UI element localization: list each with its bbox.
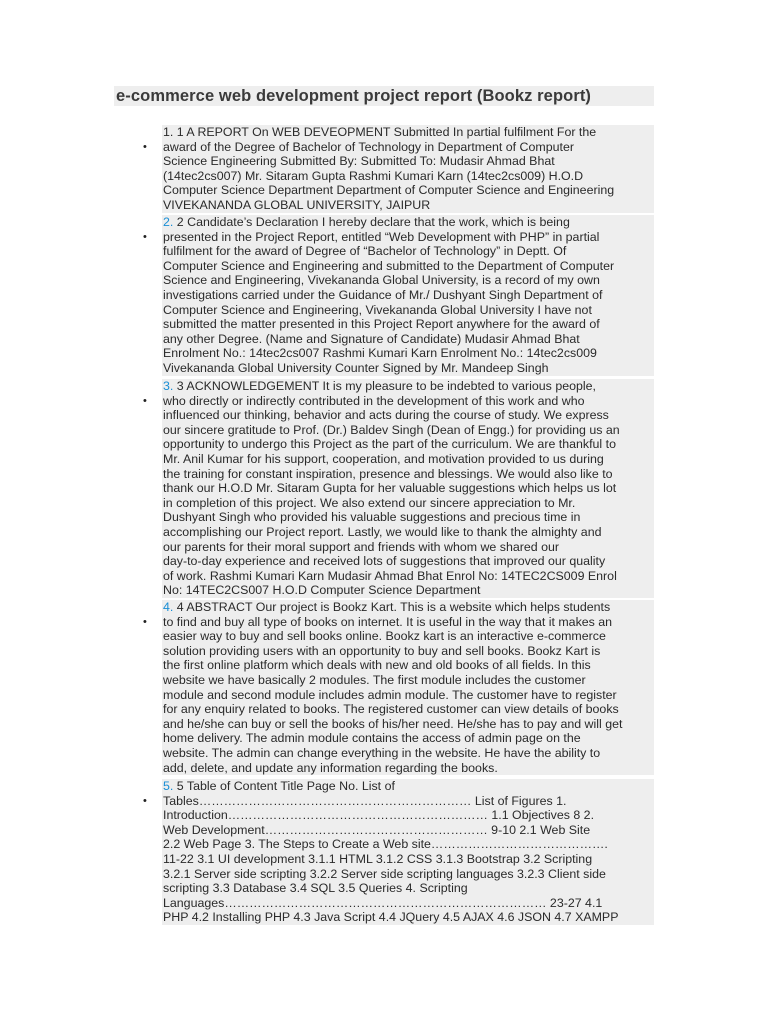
text-line bbox=[162, 761, 654, 776]
text-line bbox=[162, 394, 654, 409]
text-line bbox=[162, 125, 654, 140]
text-line bbox=[162, 731, 654, 746]
text-line bbox=[162, 837, 654, 852]
line-text: 3.2.1 Server side scripting 3.2.2 Server side scripting languages 3.2.3 Client side bbox=[163, 866, 606, 881]
text-line bbox=[162, 615, 654, 630]
text-line bbox=[162, 481, 654, 496]
text-line bbox=[162, 717, 654, 732]
line-text: influenced our thinking, behavior and acts during the course of study. We express bbox=[163, 408, 609, 423]
item-text bbox=[162, 215, 654, 376]
bullet-marker: • bbox=[143, 615, 147, 628]
text-line bbox=[162, 600, 654, 615]
text-line bbox=[162, 673, 654, 688]
line-text: 3 ACKNOWLEDGEMENT It is my pleasure to be indebted to various people, bbox=[173, 379, 596, 393]
line-text: Science Engineering Submitted By: Submitted To: Mudasir Ahmad Bhat bbox=[163, 154, 555, 169]
text-line bbox=[162, 896, 654, 911]
text-line bbox=[162, 288, 654, 303]
text-line bbox=[162, 273, 654, 288]
bullet-marker: • bbox=[143, 794, 147, 807]
text-line bbox=[162, 779, 654, 794]
item-number: 4. bbox=[163, 600, 174, 614]
text-line bbox=[162, 867, 654, 882]
line-text: website. The admin can change everything in the website. He have the ability to bbox=[163, 745, 601, 760]
text-line bbox=[162, 702, 654, 717]
line-text: submitted the matter presented in this Project Report anywhere for the award of bbox=[163, 317, 600, 332]
line-text: 1. 1 A REPORT On WEB DEVEOPMENT Submitted In partial fulfilment For the bbox=[163, 125, 597, 139]
line-text: Computer Science Department Department of Computer Science and Engineering bbox=[163, 183, 615, 198]
text-line bbox=[162, 423, 654, 438]
text-line bbox=[162, 467, 654, 482]
line-text: of work. Rashmi Kumari Karn Mudasir Ahmad Bhat Enrol No: 14TEC2CS009 Enrol bbox=[163, 568, 617, 583]
line-text: who directly or indirectly contributed in the development of this work and who bbox=[163, 393, 585, 408]
text-line bbox=[162, 346, 654, 361]
line-text: 2 Candidate’s Declaration I hereby declare that the work, which is being bbox=[173, 215, 570, 229]
line-text: thank our H.O.D Mr. Sitaram Gupta for her valuable suggestions which helps us lot bbox=[163, 481, 617, 496]
text-line bbox=[162, 794, 654, 809]
line-text: Tables………………………………………………………… List of Figures 1. bbox=[163, 793, 567, 808]
line-text: Computer Science and Engineering, Vivekananda Global University I have not bbox=[163, 302, 592, 317]
text-line bbox=[162, 244, 654, 259]
line-text: opportunity to undergo this Project as the part of the curriculum. We are thankful to bbox=[163, 437, 616, 452]
line-text: Science and Engineering, Vivekananda Global University, is a record of my own bbox=[163, 273, 600, 288]
text-line bbox=[162, 379, 654, 394]
line-text: Introduction……………………………………………………… 1.1 Objectives 8 2. bbox=[163, 808, 595, 823]
text-line bbox=[162, 583, 654, 598]
text-line bbox=[162, 332, 654, 347]
text-line bbox=[162, 198, 654, 213]
item-number: 2. bbox=[163, 215, 174, 229]
text-line bbox=[162, 852, 654, 867]
text-line bbox=[162, 408, 654, 423]
line-text: scripting 3.3 Database 3.4 SQL 3.5 Queries 4. Scripting bbox=[163, 881, 468, 896]
text-line bbox=[162, 554, 654, 569]
line-text: 2.2 Web Page 3. The Steps to Create a Web site……………………………………. bbox=[163, 837, 608, 852]
line-text: the training for constant inspiration, presence and blessings. We would also like to bbox=[163, 466, 613, 481]
text-line bbox=[162, 496, 654, 511]
line-text: module and second module includes admin module. The customer have to register bbox=[163, 687, 617, 702]
line-text: PHP 4.2 Installing PHP 4.3 Java Script 4.4 JQuery 4.5 AJAX 4.6 JSON 4.7 XAMPP bbox=[163, 910, 619, 925]
line-text: the first online platform which deals with new and old books of all fields. In this bbox=[163, 658, 591, 673]
line-text: to find and buy all type of books on internet. It is useful in the way that it makes an bbox=[163, 614, 613, 629]
item-number: 5. bbox=[163, 779, 174, 793]
line-text: 11-22 3.1 UI development 3.1.1 HTML 3.1.2 CSS 3.1.3 Bootstrap 3.2 Scripting bbox=[163, 851, 593, 866]
line-text: (14tec2cs007) Mr. Sitaram Gupta Rashmi Kumari Karn (14tec2cs009) H.O.D bbox=[163, 168, 584, 183]
line-text: Mr. Anil Kumar for his support, cooperation, and motivation provided to us during bbox=[163, 451, 604, 466]
text-line bbox=[162, 169, 654, 184]
line-text: Enrolment No.: 14tec2cs007 Rashmi Kumari Karn Enrolment No.: 14tec2cs009 bbox=[163, 346, 597, 361]
text-line bbox=[162, 215, 654, 230]
text-line bbox=[162, 910, 654, 925]
line-text: Computer Science and Engineering and submitted to the Department of Computer bbox=[163, 258, 615, 273]
bullet-marker: • bbox=[143, 230, 147, 243]
line-text: 4 ABSTRACT Our project is Bookz Kart. This is a website which helps students bbox=[173, 600, 611, 614]
text-line bbox=[162, 230, 654, 245]
text-line bbox=[162, 259, 654, 274]
item-text bbox=[162, 779, 654, 925]
bullet-marker: • bbox=[143, 394, 147, 407]
line-text: Vivekananda Global University Counter Signed by Mr. Mandeep Singh bbox=[163, 360, 549, 375]
line-text: any other Degree. (Name and Signature of Candidate) Mudasir Ahmad Bhat bbox=[163, 331, 580, 346]
line-text: our sincere gratitude to Prof. (Dr.) Baldev Singh (Dean of Engg.) for providing us an bbox=[163, 422, 620, 437]
line-text: for any enquiry related to books. The registered customer can view details of books bbox=[163, 702, 619, 717]
line-text: solution providing users with an opportunity to buy and sell books. Bookz Kart is bbox=[163, 643, 601, 658]
text-line bbox=[162, 658, 654, 673]
line-text: VIVEKANANDA GLOBAL UNIVERSITY, JAIPUR bbox=[163, 197, 431, 212]
line-text: Dushyant Singh who provided his valuable suggestions and precious time in bbox=[163, 510, 581, 525]
line-text: fulfilment for the award of Degree of “Bachelor of Technology” in Deptt. Of bbox=[163, 244, 567, 259]
item-number: 3. bbox=[163, 379, 174, 393]
line-text: our parents for their moral support and friends with whom we shared our bbox=[163, 539, 560, 554]
text-line bbox=[162, 808, 654, 823]
text-line bbox=[162, 303, 654, 318]
text-line bbox=[162, 746, 654, 761]
line-text: easier way to buy and sell books online. Bookz kart is an interactive e-commerce bbox=[163, 629, 606, 644]
text-line bbox=[162, 823, 654, 838]
page-title: e-commerce web development project report (Bookz report) bbox=[114, 86, 654, 106]
text-line bbox=[162, 540, 654, 555]
line-text: investigations carried under the Guidance of Mr./ Dushyant Singh Department of bbox=[163, 287, 603, 302]
line-text: website we have basically 2 modules. The first module includes the customer bbox=[163, 672, 586, 687]
text-line bbox=[162, 154, 654, 169]
line-text: Languages…………………………………………………………………… 23-27 4.1 bbox=[163, 895, 603, 910]
text-line bbox=[162, 317, 654, 332]
text-line bbox=[162, 525, 654, 540]
line-text: No: 14TEC2CS007 H.O.D Computer Science Department bbox=[163, 583, 481, 598]
text-line bbox=[162, 183, 654, 198]
text-line bbox=[162, 361, 654, 376]
item-text bbox=[162, 379, 654, 598]
text-line bbox=[162, 510, 654, 525]
text-line bbox=[162, 881, 654, 896]
text-line bbox=[162, 688, 654, 703]
text-line bbox=[162, 140, 654, 155]
line-text: and he/she can buy or sell the books of his/her need. He/she has to pay and will get bbox=[163, 716, 623, 731]
line-text: day-to-day experience and received lots of suggestions that improved our quality bbox=[163, 554, 606, 569]
line-text: Web Development……………………………………………… 9-10 2.1 Web Site bbox=[163, 822, 591, 837]
text-line bbox=[162, 437, 654, 452]
line-text: accomplishing our Project report. Lastly, we would like to thank the almighty and bbox=[163, 524, 602, 539]
line-text: in completion of this project. We also extend our sincere appreciation to Mr. bbox=[163, 495, 576, 510]
line-text: 5 Table of Content Title Page No. List of bbox=[173, 779, 395, 793]
bullet-marker: • bbox=[143, 140, 147, 153]
line-text: home delivery. The admin module contains the access of admin page on the bbox=[163, 731, 581, 746]
line-text: award of the Degree of Bachelor of Technology in Department of Computer bbox=[163, 139, 574, 154]
text-line bbox=[162, 644, 654, 659]
text-line bbox=[162, 629, 654, 644]
item-text bbox=[162, 125, 654, 213]
line-text: add, delete, and update any information regarding the books. bbox=[163, 760, 498, 775]
text-line bbox=[162, 452, 654, 467]
item-text bbox=[162, 600, 654, 775]
line-text: presented in the Project Report, entitled “Web Development with PHP” in partial bbox=[163, 229, 600, 244]
text-line bbox=[162, 569, 654, 584]
